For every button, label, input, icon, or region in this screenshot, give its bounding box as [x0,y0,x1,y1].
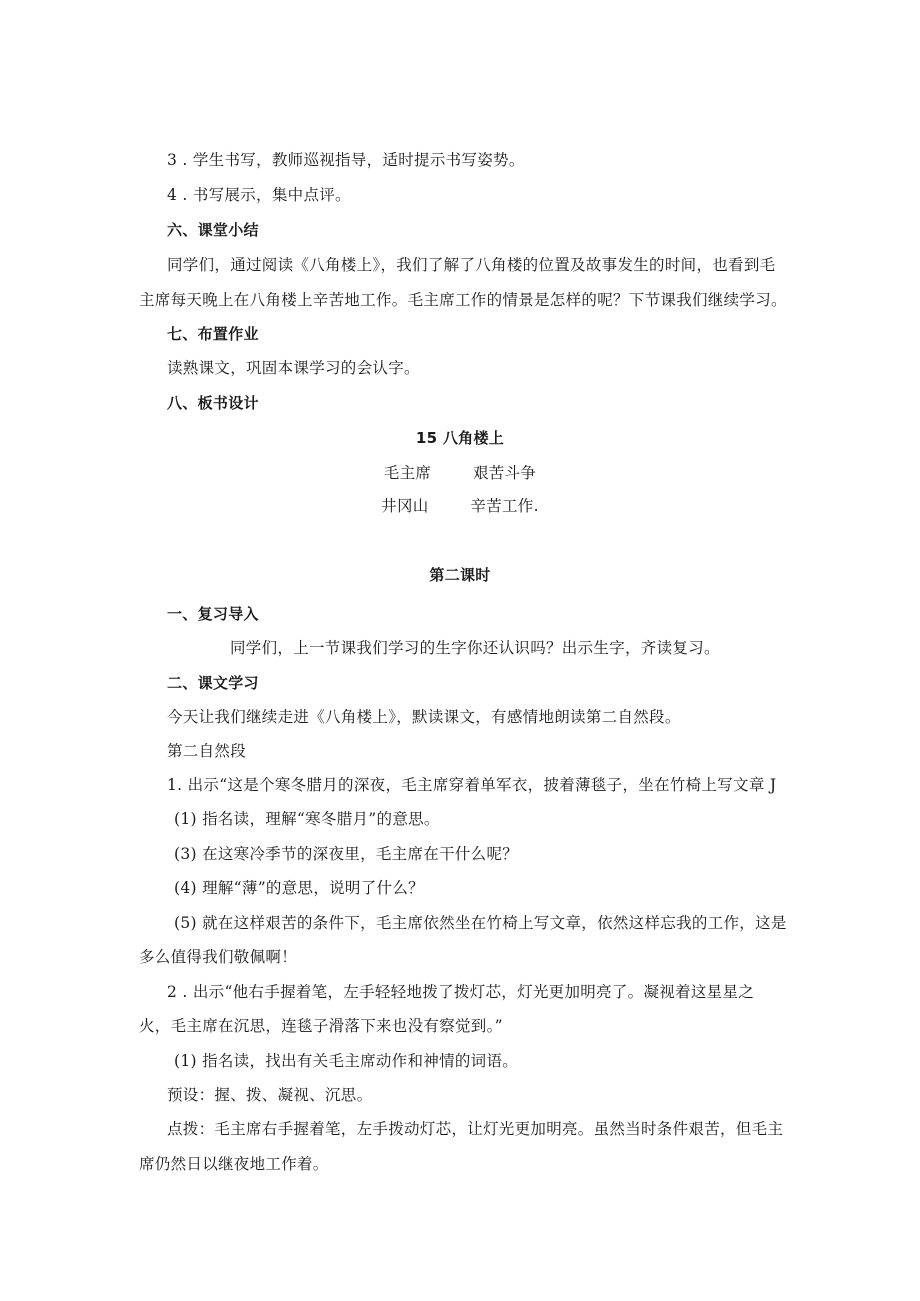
item-2-quote-line-2: 火，毛主席在沉思，连毯子滑落下来也没有察觉到。” [139,1017,503,1035]
section-heading-board-design: 八、板书设计 [167,394,259,412]
item-2-quote-line-1: 2 . 出示“他右手握着笔，左手轻轻地拨了拨灯芯，灯光更加明亮了。凝视着这星星之 [167,983,755,1001]
item-2-sub-1: (1) 指名读，找出有关毛主席动作和神情的词语。 [174,1052,519,1070]
item-1-sub-4: (4) 理解“薄”的意思，说明了什么？ [174,879,424,897]
board-title: 15 八角楼上 [415,429,505,447]
item-1-sub-5-line-1: (5) 就在这样艰苦的条件下，毛主席依然坐在竹椅上写文章，依然这样忘我的工作，这是 [174,914,787,932]
section-heading-homework: 七、布置作业 [167,325,259,343]
section-heading-summary: 六、课堂小结 [167,221,259,239]
paragraph-label: 第二自然段 [167,742,247,760]
summary-paragraph-line-1: 同学们，通过阅读《八角楼上》，我们了解了八角楼的位置及故事发生的时间，也看到毛 [167,256,776,274]
section-heading-text-study: 二、课文学习 [167,674,259,692]
section-heading-review: 一、复习导入 [167,605,259,623]
review-text: 同学们，上一节课我们学习的生字你还认识吗？出示生字，齐读复习。 [230,639,720,657]
guidance-line-2: 席仍然日以继夜地工作着。 [139,1155,329,1173]
writing-step-3: 3 . 学生书写，教师巡视指导，适时提示书写姿势。 [167,151,525,169]
preset-answer: 预设：握、拨、凝视、沉思。 [167,1086,373,1104]
writing-step-4: 4 . 书写展示，集中点评。 [167,186,351,204]
lesson-two-title: 第二课时 [429,566,491,584]
item-1-sub-1: (1) 指名读，理解“寒冬腊月”的意思。 [174,810,440,828]
board-row-2: 井冈山 辛苦工作. [381,497,539,515]
item-1-sub-5-line-2: 多么值得我们敬佩啊！ [139,948,298,966]
board-row-1: 毛主席 艰苦斗争 [383,464,537,482]
item-1-quote: 1. 出示“这是个寒冬腊月的深夜，毛主席穿着单军衣，披着薄毯子，坐在竹椅上写文章 J [167,776,777,794]
guidance-line-1: 点拨：毛主席右手握着笔，左手拨动灯芯，让灯光更加明亮。虽然当时条件艰苦，但毛主 [167,1120,784,1138]
homework-text: 读熟课文，巩固本课学习的会认字。 [167,359,420,377]
text-study-intro: 今天让我们继续走进《八角楼上》，默读课文，有感情地朗读第二自然段。 [167,708,681,726]
summary-paragraph-line-2: 主席每天晚上在八角楼上辛苦地工作。毛主席工作的情景是怎样的呢？下节课我们继续学习。 [139,291,787,309]
item-1-sub-3: (3) 在这寒冷季节的深夜里，毛主席在干什么呢？ [174,845,519,863]
